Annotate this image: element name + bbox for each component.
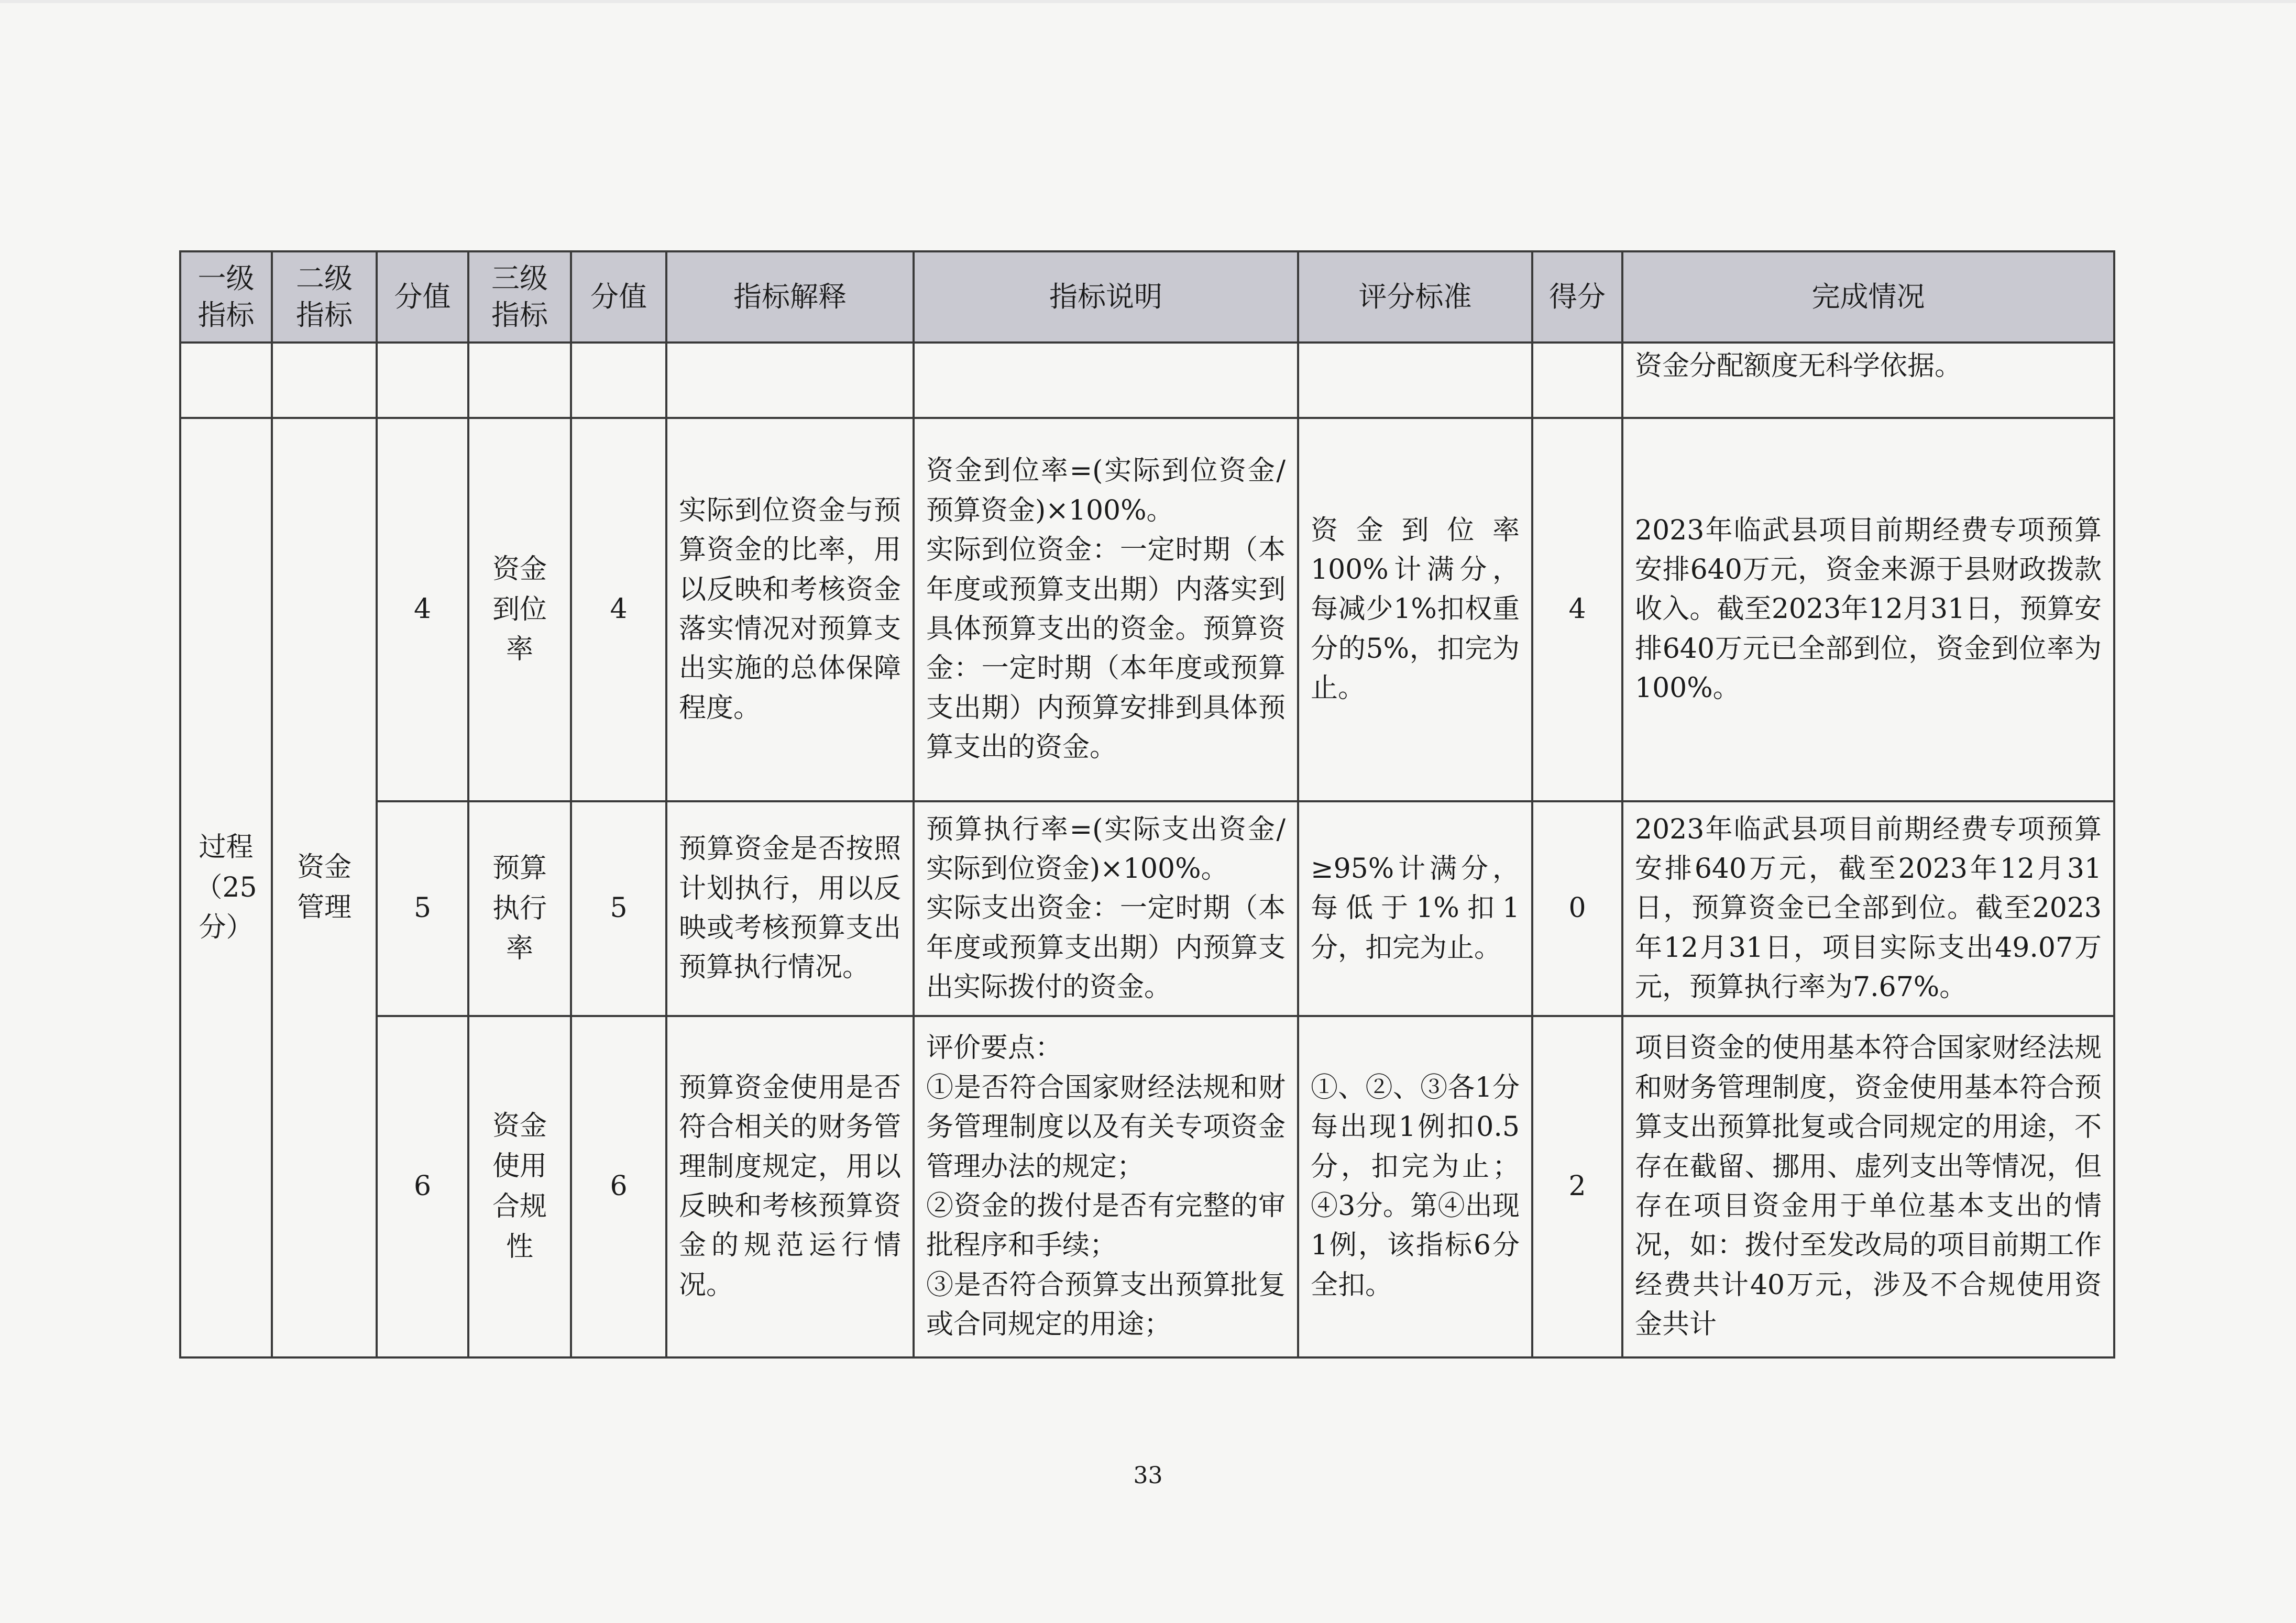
header-level2-indicator: 二级 指标 bbox=[272, 251, 377, 343]
header-completion-status: 完成情况 bbox=[1622, 251, 2114, 343]
header-score: 得分 bbox=[1532, 251, 1622, 343]
cell-scoring-standard: ①、②、③各1分每出现1例扣0.5分，扣完为止；④3分。第④出现1例，该指标6分全扣。 bbox=[1298, 1016, 1532, 1357]
table-row bbox=[180, 801, 2114, 1016]
cell-completion: 资金分配额度无科学依据。 bbox=[1622, 343, 2114, 418]
header-score-weight-a: 分值 bbox=[377, 251, 468, 343]
cell-score-weight-a: 6 bbox=[377, 1016, 468, 1357]
cell-empty bbox=[571, 343, 666, 418]
header-scoring-standard: 评分标准 bbox=[1298, 251, 1532, 343]
header-level1-indicator: 一级 指标 bbox=[180, 251, 272, 343]
cell-level2-indicator: 资金 管理 bbox=[272, 418, 377, 1357]
cell-level3-indicator: 预算 执行 率 bbox=[468, 801, 571, 1016]
cell-indicator-explanation: 预算资金是否按照计划执行，用以反映或考核预算支出预算执行情况。 bbox=[666, 801, 914, 1016]
cell-empty bbox=[272, 343, 377, 418]
cell-indicator-explanation: 实际到位资金与预算资金的比率，用以反映和考核资金落实情况对预算支出实施的总体保障程度。 bbox=[666, 418, 914, 801]
cell-level3-indicator: 资金 使用 合规 性 bbox=[468, 1016, 571, 1357]
cell-indicator-explanation: 预算资金使用是否符合相关的财务管理制度规定，用以反映和考核预算资金的规范运行情况。 bbox=[666, 1016, 914, 1357]
header-indicator-explanation: 指标解释 bbox=[666, 251, 914, 343]
cell-score-weight-b: 6 bbox=[571, 1016, 666, 1357]
cell-scoring-standard: 资金到位率100%计满分，每减少1%扣权重分的5%，扣完为止。 bbox=[1298, 418, 1532, 801]
cell-completion: 2023年临武县项目前期经费专项预算安排640万元，资金来源于县财政拨款收入。截至2023年12月31日，预算安排640万元已全部到位，资金到位率为100%。 bbox=[1622, 418, 2114, 801]
cell-indicator-description: 资金到位率=(实际到位资金/预算资金)×100%。 实际到位资金：一定时期（本年度或预算支出期）内落实到具体预算支出的资金。预算资金：一定时期（本年度或预算支出期）内预算安排到具体预算支出的资金。 bbox=[914, 418, 1298, 801]
cell-level3-indicator: 资金 到位 率 bbox=[468, 418, 571, 801]
cell-score-weight-b: 5 bbox=[571, 801, 666, 1016]
header-level3-indicator: 三级 指标 bbox=[468, 251, 571, 343]
cell-score-weight-b: 4 bbox=[571, 418, 666, 801]
header-indicator-description: 指标说明 bbox=[914, 251, 1298, 343]
cell-scoring-standard: ≥95%计满分，每低于1%扣1分，扣完为止。 bbox=[1298, 801, 1532, 1016]
cell-empty bbox=[1298, 343, 1532, 418]
cell-score-weight-a: 4 bbox=[377, 418, 468, 801]
cell-empty bbox=[377, 343, 468, 418]
header-score-weight-b: 分值 bbox=[571, 251, 666, 343]
table-row bbox=[180, 418, 2114, 801]
table-row bbox=[180, 1016, 2114, 1357]
cell-empty bbox=[468, 343, 571, 418]
cell-empty bbox=[914, 343, 1298, 418]
cell-empty bbox=[180, 343, 272, 418]
cell-score: 2 bbox=[1532, 1016, 1622, 1357]
cell-indicator-description: 评价要点： ①是否符合国家财经法规和财务管理制度以及有关专项资金管理办法的规定； ②资金的拨付是否有完整的审批程序和手续； ③是否符合预算支出预算批复或合同规定的用途； bbox=[914, 1016, 1298, 1357]
cell-level1-indicator: 过程 （25 分） bbox=[180, 418, 272, 1357]
cell-score: 0 bbox=[1532, 801, 1622, 1016]
cell-score-weight-a: 5 bbox=[377, 801, 468, 1016]
page-number: 33 bbox=[1133, 1462, 1163, 1489]
cell-empty bbox=[666, 343, 914, 418]
table-header-row bbox=[180, 251, 2114, 343]
cell-indicator-description: 预算执行率=(实际支出资金/实际到位资金)×100%。 实际支出资金：一定时期（本年度或预算支出期）内预算支出实际拨付的资金。 bbox=[914, 801, 1298, 1016]
table-row-continuation bbox=[180, 343, 2114, 418]
page-edge bbox=[0, 0, 2296, 3]
cell-empty bbox=[1532, 343, 1622, 418]
cell-completion: 项目资金的使用基本符合国家财经法规和财务管理制度，资金使用基本符合预算支出预算批复或合同规定的用途，不存在截留、挪用、虚列支出等情况，但存在项目资金用于单位基本支出的情况，如：拨付至发改局的项目前期工作经费共计40万元，涉及不合规使用资金共计 bbox=[1622, 1016, 2114, 1357]
cell-score: 4 bbox=[1532, 418, 1622, 801]
performance-score-table bbox=[179, 250, 2115, 1359]
cell-completion: 2023年临武县项目前期经费专项预算安排640万元，截至2023年12月31日，预算资金已全部到位。截至2023年12月31日，项目实际支出49.07万元，预算执行率为7.67%。 bbox=[1622, 801, 2114, 1016]
